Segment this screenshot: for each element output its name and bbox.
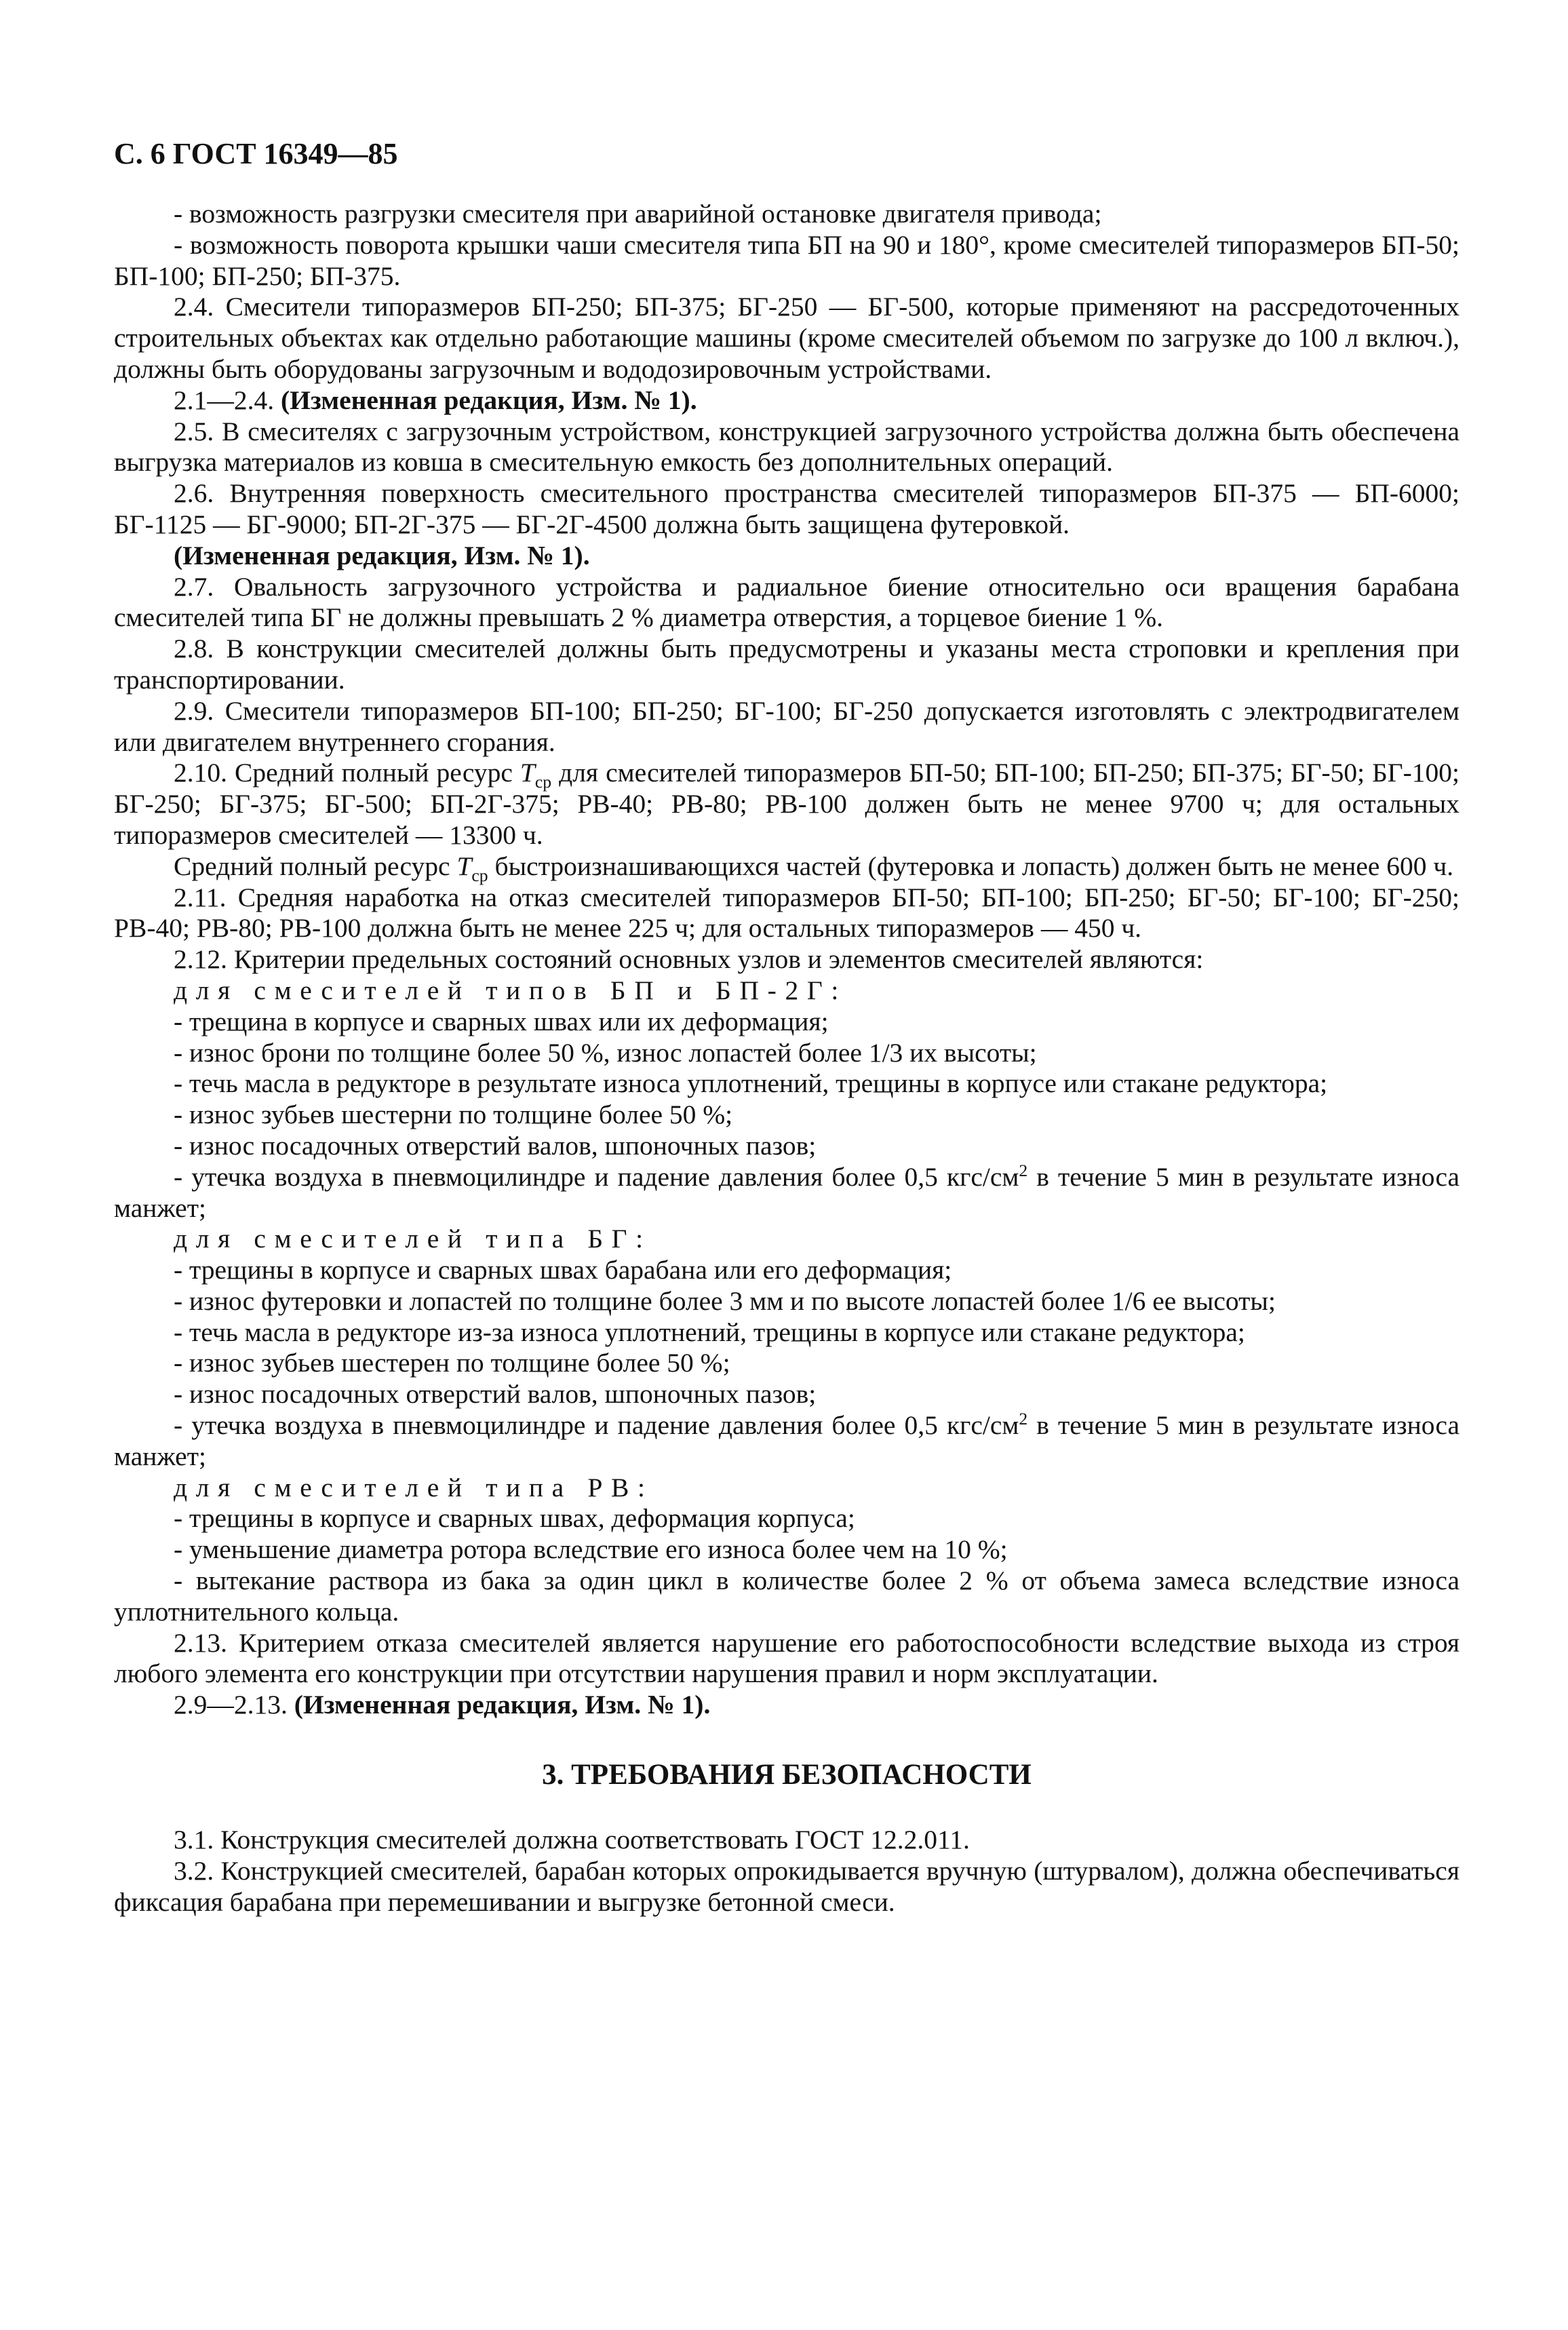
list-item: - износ посадочных отверстий валов, шпоночных пазов; bbox=[174, 1379, 817, 1410]
list-item: - течь масла в редукторе в результате износа уплотнений, трещины в корпусе или стакане редуктора; bbox=[174, 1068, 1328, 1099]
amendment-range: 2.1—2.4. bbox=[174, 385, 281, 415]
list-item: - износ посадочных отверстий валов, шпоночных пазов; bbox=[174, 1130, 817, 1161]
list-item: - трещины в корпусе и сварных швах, деформация корпуса; bbox=[174, 1503, 855, 1534]
paragraph-2-8: 2.8. В конструкции смесителей должны быть предусмотрены и указаны места строповки и крепления при транспортировании. bbox=[114, 634, 1459, 695]
amendment-note bbox=[114, 385, 1459, 416]
list-item: - вытекание раствора из бака за один цикл в количестве более 2 % от объема замеса вследствие износа уплотнительного кольца. bbox=[114, 1566, 1459, 1627]
amendment-note: (Измененная редакция, Изм. № 1). bbox=[174, 540, 590, 570]
list-item: - износ футеровки и лопастей по толщине более 3 мм и по высоте лопастей более 1/6 ее высоты; bbox=[174, 1285, 1276, 1316]
subgroup-label-rv: для смесителей типа РВ: bbox=[174, 1472, 654, 1502]
text-run: - утечка воздуха в пневмоцилиндре и падение давления более 0,5 кгс/см bbox=[174, 1161, 1019, 1192]
list-item: - износ брони по толщине более 50 %, износ лопастей более 1/3 их высоты; bbox=[174, 1037, 1037, 1068]
text-run: в течение 5 мин в результате износа манжет; bbox=[114, 1410, 1460, 1471]
paragraph: - возможность разгрузки смесителя при аварийной остановке двигателя привода; bbox=[174, 199, 1102, 229]
text-run: - утечка воздуха в пневмоцилиндре и падение давления более 0,5 кгс/см bbox=[174, 1410, 1019, 1441]
list-item bbox=[114, 1410, 1459, 1473]
subscript: ср bbox=[471, 865, 488, 885]
paragraph-2-12: 2.12. Критерии предельных состояний основных узлов и элементов смесителей являются: bbox=[174, 944, 1204, 975]
document-body bbox=[114, 199, 1459, 1918]
list-item: - уменьшение диаметра ротора вследствие его износа более чем на 10 %; bbox=[174, 1534, 1008, 1565]
paragraph-2-13: 2.13. Критерием отказа смесителей является нарушение его работоспособности вследствие выхода из строя любого элемента его конструкции при отсутствии нарушения правил и норм эксплуатации. bbox=[114, 1627, 1459, 1689]
list-item: - трещина в корпусе и сварных швах или их деформация; bbox=[174, 1006, 829, 1036]
list-item: - износ зубьев шестерни по толщине более 50 %; bbox=[174, 1100, 733, 1130]
variable-t: T bbox=[456, 851, 472, 881]
paragraph-resource bbox=[114, 851, 1459, 885]
text-run: в течение 5 мин в результате износа манжет; bbox=[114, 1161, 1460, 1223]
paragraph-2-7: 2.7. Овальность загрузочного устройства и радиальное биение относительно оси вращения барабана смесителей типа БГ не должны превышать 2 % диаметра отверстия, а торцевое биение 1 %. bbox=[114, 571, 1459, 633]
paragraph-2-10 bbox=[114, 758, 1459, 851]
paragraph-3-2: 3.2. Конструкцией смесителей, барабан которых опрокидывается вручную (штурвалом), должна обеспечиваться фиксация барабана при перемешивании и выгрузке бетонной смеси. bbox=[114, 1855, 1459, 1917]
list-item bbox=[114, 1162, 1459, 1224]
paragraph-2-6: 2.6. Внутренняя поверхность смесительного пространства смесителей типоразмеров БП-375 — БП-6000; БГ-1125 — БГ-9000; БП-2Г-375 — БГ-2Г-4500 должна быть защищена футеровкой. bbox=[114, 478, 1459, 539]
page-header: С. 6 ГОСТ 16349—85 bbox=[114, 137, 398, 170]
amendment-label: (Измененная редакция, Изм. № 1). bbox=[281, 385, 697, 415]
list-item: - износ зубьев шестерен по толщине более 50 %; bbox=[174, 1348, 730, 1378]
paragraph-3-1: 3.1. Конструкция смесителей должна соответствовать ГОСТ 12.2.011. bbox=[174, 1825, 970, 1855]
superscript: 2 bbox=[1019, 1408, 1028, 1429]
list-item: - трещины в корпусе и сварных швах барабана или его деформация; bbox=[174, 1255, 952, 1285]
paragraph-2-11: 2.11. Средняя наработка на отказ смесителей типоразмеров БП-50; БП-100; БП-250; БГ-50; БГ-100; БГ-250; РВ-40; РВ-80; РВ-100 должна быть не менее 225 ч; для остальных типоразмеров — 450 ч. bbox=[114, 882, 1459, 944]
paragraph-2-5: 2.5. В смесителях с загрузочным устройством, конструкцией загрузочного устройства должна быть обеспечена выгрузка материалов из ковша в смесительную емкость без дополнительных операций. bbox=[114, 416, 1459, 478]
list-item: - течь масла в редукторе из-за износа уплотнений, трещины в корпусе или стакане редуктора; bbox=[174, 1317, 1245, 1347]
amendment-range: 2.9—2.13. bbox=[174, 1690, 294, 1720]
superscript: 2 bbox=[1019, 1160, 1028, 1180]
paragraph-2-9: 2.9. Смесители типоразмеров БП-100; БП-250; БГ-100; БГ-250 допускается изготовлять с электродвигателем или двигателем внутреннего сгорания. bbox=[114, 695, 1459, 757]
subscript: ср bbox=[534, 772, 552, 792]
subgroup-label-bg: для смесителей типа БГ: bbox=[174, 1224, 652, 1254]
paragraph: - возможность поворота крышки чаши смесителя типа БП на 90 и 180°, кроме смесителей типоразмеров БП-50; БП-100; БП-250; БП-375. bbox=[114, 229, 1459, 291]
section-heading: 3. ТРЕБОВАНИЯ БЕЗОПАСНОСТИ bbox=[542, 1759, 1032, 1791]
variable-t: T bbox=[520, 758, 535, 788]
text-run: для смесителей типоразмеров БП-50; БП-100; БП-250; БП-375; БГ-50; БГ-100; БГ-250; БГ-375; БГ-500; БП-2Г-375; РВ-40; РВ-80; РВ-100 должен быть не менее 9700 ч; для остальных типоразмеров смесителей — 13300 ч. bbox=[114, 758, 1460, 850]
text-run: быстроизнашивающихся частей (футеровка и лопасть) должен быть не менее 600 ч. bbox=[488, 851, 1454, 881]
amendment-note bbox=[114, 1690, 1459, 1721]
text-run: 2.10. Средний полный ресурс bbox=[174, 758, 520, 788]
subgroup-label-bp: для смесителей типов БП и БП-2Г: bbox=[174, 975, 847, 1005]
paragraph-2-4: 2.4. Смесители типоразмеров БП-250; БП-375; БГ-250 — БГ-500, которые применяют на рассредоточенных строительных объектах как отдельно работающие машины (кроме смесителей объемом по загрузке до 100 л включ.), должны быть оборудованы загрузочным и вододозировочным устройствами. bbox=[114, 292, 1459, 384]
text-run: Средний полный ресурс bbox=[174, 851, 457, 881]
amendment-label: (Измененная редакция, Изм. № 1). bbox=[294, 1690, 711, 1720]
